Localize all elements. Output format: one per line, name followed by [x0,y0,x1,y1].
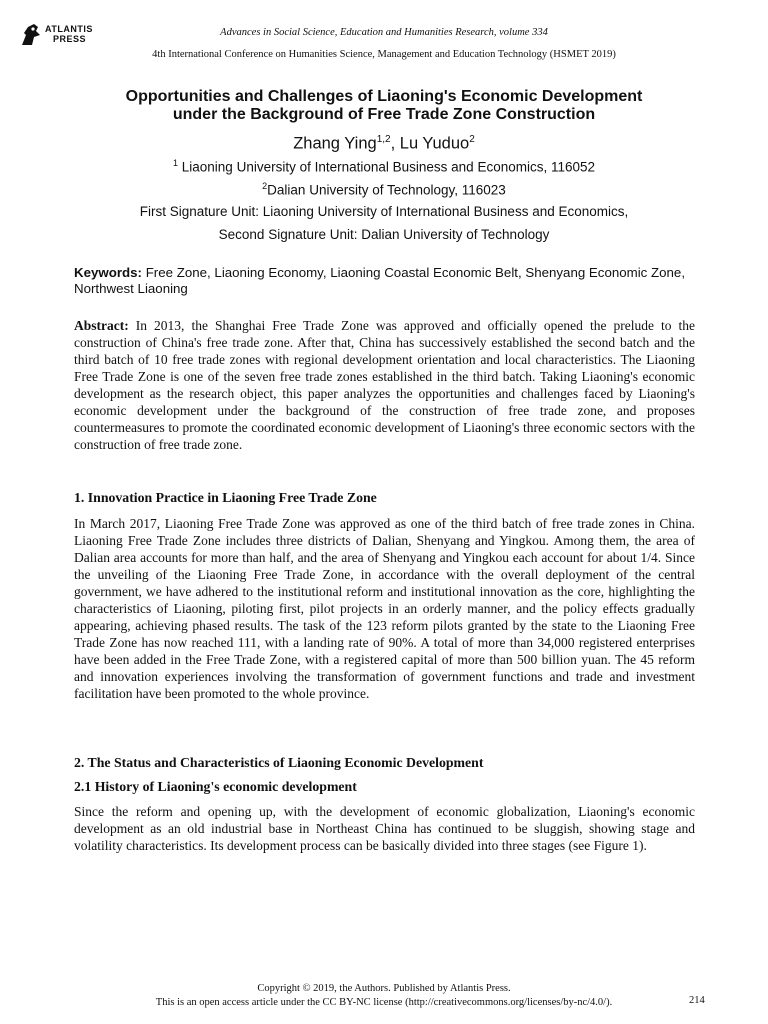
keywords-text: Free Zone, Liaoning Economy, Liaoning Coastal Economic Belt, Shenyang Economic Zone, Northwest Liaoning [74,265,686,296]
page-number: 214 [689,995,705,1006]
title-line2: under the Background of Free Trade Zone Construction [172,106,596,123]
section-1-paragraph: In March 2017, Liaoning Free Trade Zone was approved as one of the third batch of free trade zones in China. Liaoning Free Trade Zone includes three districts of Dalian, Shenyang and Yingkou. Among them, the area of Dalian area accounts for more than half, and the area of Shenyang and Yingkou each account for about 1/4. Since the unveiling of the Liaoning Free Trade Zone, in accordance with the overall deployment of the central government, we have adhered to the institutional reform and institutional innovation as the core, highlighting the characteristics of Liaoning, piloting first, pilot projects in an orderly manner, and the policy effects gradually appearing, achieving phased results. The task of the 123 reform pilots granted by the state to the Liaoning Free Trade Zone has now reached 111, with a landing rate of 90%. A total of more than 34,000 registered enterprises have been added in the Free Trade Zone, with a registered capital of more than 500 billion yuan. The 45 reform and innovation experiences involving the transformation of government functions and trade and investment facilitation have been promoted to the whole province. [74,516,695,701]
second-signature-unit: Second Signature Unit: Dalian University of Technology [218,227,550,242]
abstract-label: Abstract: [74,318,129,333]
logo-line1: ATLANTIS [45,24,93,34]
authors [0,134,768,154]
affiliation-1-marker: 1 [172,158,178,168]
journal-name: Advances in Social Science, Education and Humanities Research, volume 334 [220,27,548,38]
affiliation-2-marker: 2 [262,181,268,191]
first-signature-unit: First Signature Unit: Liaoning University of International Business and Economics, [139,204,629,219]
section-2-heading: 2. The Status and Characteristics of Liaoning Economic Development [74,755,484,770]
copyright-notice: Copyright © 2019, the Authors. Published by Atlantis Press. [257,983,511,994]
abstract [74,317,695,453]
author-1-affiliation: 1,2 [376,134,391,145]
keywords-label: Keywords: [74,265,142,280]
license-notice: This is an open access article under the CC BY-NC license (http://creativecommons.org/licenses/by-nc/4.0/). [155,997,613,1008]
paper-title [60,88,708,124]
author-1: Zhang Ying [293,134,377,153]
author-separator: , [390,134,400,153]
affiliation-2-text: Dalian University of Technology, 116023 [267,182,506,198]
title-line1: Opportunities and Challenges of Liaoning's Economic Development [125,88,643,105]
section-1-heading: 1. Innovation Practice in Liaoning Free Trade Zone [74,490,377,505]
section-2-1-heading: 2.1 History of Liaoning's economic development [74,779,357,794]
abstract-text: In 2013, the Shanghai Free Trade Zone was approved and officially opened the prelude to the construction of China's free trade zone. After that, China has successively established the second batch and the third batch of 10 free trade zones with regional development orientation and local characteristics. The Liaoning Free Trade Zone is one of the seven free trade zones established in the third batch. Taking Liaoning's economic development as the research object, this paper analyzes the opportunities and challenges faced by Liaoning's economic development under the background of the construction of free trade zone, and proposes countermeasures to promote the coordinated economic development of Liaoning's three economic sectors with the construction of free trade zone. [74,318,696,452]
affiliation-1 [0,158,768,175]
affiliation-1-text: Liaoning University of International Business and Economics, 116052 [181,159,596,175]
conference-name: 4th International Conference on Humanities Science, Management and Education Technology (HSMET 2019) [152,49,616,60]
author-2-affiliation: 2 [469,134,475,145]
affiliation-2 [0,181,768,198]
section-2-1-paragraph: Since the reform and opening up, with the development of economic globalization, Liaoning's economic development as an old industrial base in Northeast China has continued to be sluggish, showing stage and volatility characteristics. Its development process can be basically divided into three stages (see Figure 1). [74,804,695,853]
keywords [74,265,694,297]
logo-line2: PRESS [53,34,87,44]
author-2: Lu Yuduo [399,134,470,153]
